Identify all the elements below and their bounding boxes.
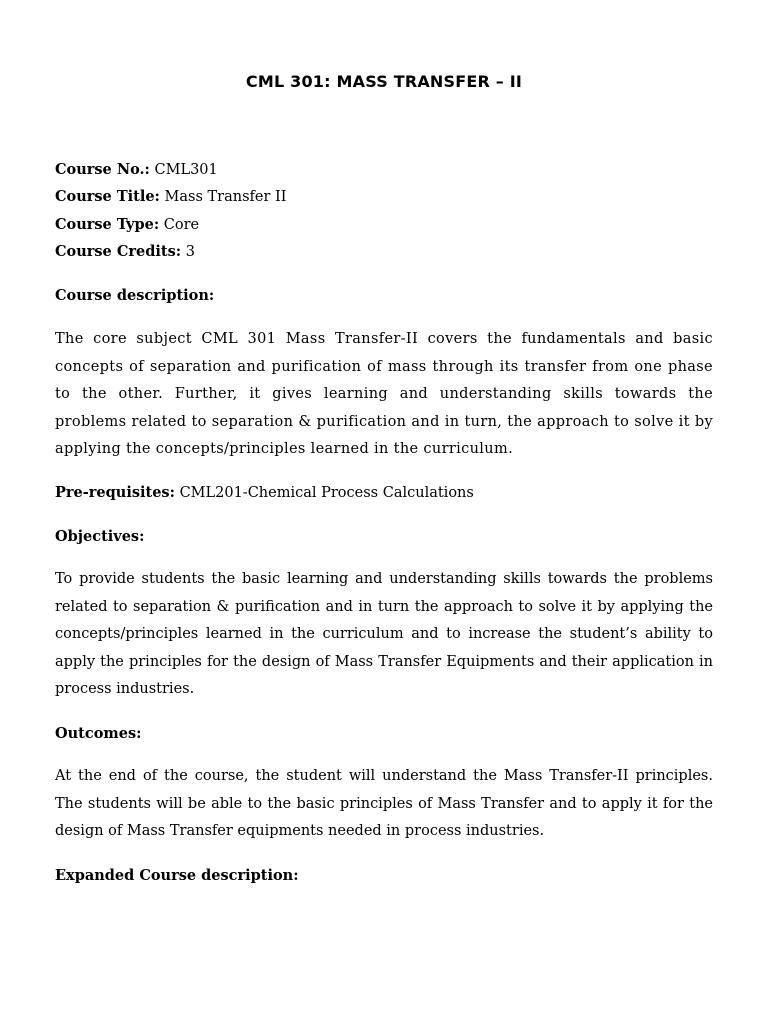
course-number-label: Course No.: — [55, 161, 150, 178]
course-title-line — [55, 188, 715, 206]
course-credits-line — [55, 243, 715, 261]
course-number-line — [55, 161, 715, 179]
course-type-label: Course Type: — [55, 216, 160, 233]
course-credits-label: Course Credits: — [55, 243, 182, 260]
course-title-value: Mass Transfer II — [164, 189, 287, 205]
prerequisites-label: Pre-requisites: — [55, 484, 175, 501]
course-description-heading: Course description: — [55, 287, 215, 304]
page-title: CML 301: MASS TRANSFER – II — [245, 72, 523, 91]
course-description-text: The core subject CML 301 Mass Transfer-II covers the fundamentals and basic concepts of separation and purification of mass through its transfer from one phase to the other. Further, it gives learning and understanding skills towards the problems related to separation & purification and in turn, the approach to solve it by applying the concepts/principles learned in the curriculum. — [55, 331, 713, 457]
course-type-value: Core — [163, 217, 200, 233]
course-type-line — [55, 216, 715, 234]
objectives-text: To provide students the basic learning and understanding skills towards the problems related to separation & purification and in turn the approach to solve it by applying the concepts/principles learned in the curriculum and to increase the student’s ability to apply the principles for the design of Mass Transfer Equipments and their application in process industries. — [55, 571, 713, 697]
course-title-label: Course Title: — [55, 188, 160, 205]
prerequisites-line — [55, 484, 474, 502]
outcomes-heading: Outcomes: — [55, 725, 142, 742]
objectives-heading: Objectives: — [55, 528, 145, 545]
prerequisites-value: CML201-Chemical Process Calculations — [179, 485, 474, 501]
expanded-description-heading: Expanded Course description: — [55, 867, 299, 884]
course-number-value: CML301 — [154, 162, 218, 178]
outcomes-text: At the end of the course, the student will understand the Mass Transfer-II principles. The students will be able to the basic principles of Mass Transfer and to apply it for the design of Mass Transfer equipments needed in process industries. — [55, 768, 713, 839]
course-credits-value: 3 — [185, 244, 195, 260]
